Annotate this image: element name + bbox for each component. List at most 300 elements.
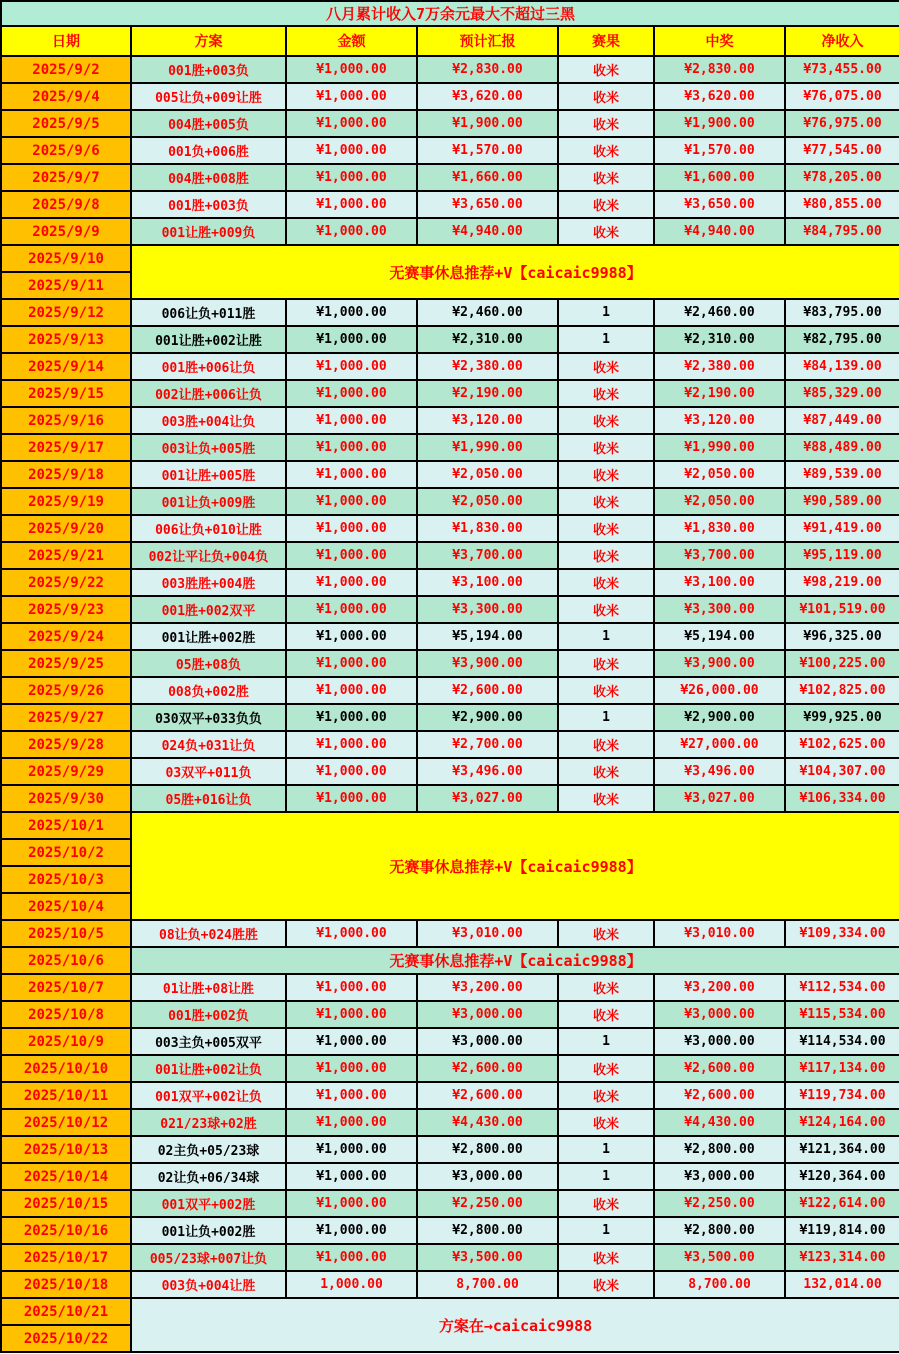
date-cell: 2025/10/13: [1, 1136, 131, 1163]
date-cell: 2025/9/23: [1, 596, 131, 623]
net-income-cell: ¥80,855.00: [785, 191, 899, 218]
table-row: [1, 488, 899, 515]
result-cell: 收米: [558, 758, 654, 785]
column-header: 日期: [1, 26, 131, 56]
amount-cell: ¥1,000.00: [286, 1109, 417, 1136]
table-body: [1, 1, 899, 1352]
plan-cell: 001负+006胜: [131, 137, 286, 164]
net-income-cell: ¥119,814.00: [785, 1217, 899, 1244]
amount-cell: ¥1,000.00: [286, 1217, 417, 1244]
table-row: [1, 650, 899, 677]
date-cell: 2025/10/7: [1, 974, 131, 1001]
result-cell: 1: [558, 299, 654, 326]
table-row: [1, 110, 899, 137]
table-row: [1, 56, 899, 83]
plan-cell: 005/23球+007让负: [131, 1244, 286, 1271]
win-cell: ¥4,430.00: [654, 1109, 785, 1136]
amount-cell: ¥1,000.00: [286, 137, 417, 164]
net-income-cell: ¥95,119.00: [785, 542, 899, 569]
table-row: [1, 407, 899, 434]
plan-cell: 01让胜+08让胜: [131, 974, 286, 1001]
amount-cell: ¥1,000.00: [286, 1163, 417, 1190]
result-cell: 收米: [558, 191, 654, 218]
win-cell: ¥2,050.00: [654, 488, 785, 515]
win-cell: ¥3,300.00: [654, 596, 785, 623]
expected-return-cell: ¥4,430.00: [417, 1109, 558, 1136]
amount-cell: ¥1,000.00: [286, 1055, 417, 1082]
result-cell: 收米: [558, 1001, 654, 1028]
message-cell: 无赛事休息推荐+V【caicaic9988】: [131, 947, 899, 974]
result-cell: 收米: [558, 1082, 654, 1109]
result-cell: 收米: [558, 569, 654, 596]
expected-return-cell: ¥3,200.00: [417, 974, 558, 1001]
win-cell: ¥3,000.00: [654, 1163, 785, 1190]
message-cell: 方案在→caicaic9988: [131, 1298, 899, 1352]
net-income-cell: ¥90,589.00: [785, 488, 899, 515]
table-row: [1, 1217, 899, 1244]
plan-cell: 003让负+005胜: [131, 434, 286, 461]
expected-return-cell: ¥1,570.00: [417, 137, 558, 164]
expected-return-cell: ¥2,800.00: [417, 1136, 558, 1163]
amount-cell: ¥1,000.00: [286, 1190, 417, 1217]
expected-return-cell: ¥3,700.00: [417, 542, 558, 569]
win-cell: 8,700.00: [654, 1271, 785, 1298]
table-row: [1, 1244, 899, 1271]
result-cell: 1: [558, 1217, 654, 1244]
plan-cell: 004胜+005负: [131, 110, 286, 137]
win-cell: ¥3,700.00: [654, 542, 785, 569]
result-cell: 1: [558, 1028, 654, 1055]
plan-cell: 002让胜+006让负: [131, 380, 286, 407]
table-row: [1, 83, 899, 110]
win-cell: ¥2,800.00: [654, 1217, 785, 1244]
expected-return-cell: ¥3,000.00: [417, 1028, 558, 1055]
amount-cell: ¥1,000.00: [286, 1028, 417, 1055]
plan-cell: 004胜+008胜: [131, 164, 286, 191]
expected-return-cell: ¥3,000.00: [417, 1163, 558, 1190]
plan-cell: 005让负+009让胜: [131, 83, 286, 110]
win-cell: ¥4,940.00: [654, 218, 785, 245]
plan-cell: 05胜+016让负: [131, 785, 286, 812]
net-income-cell: ¥99,925.00: [785, 704, 899, 731]
date-cell: 2025/10/1: [1, 812, 131, 839]
net-income-cell: ¥119,734.00: [785, 1082, 899, 1109]
amount-cell: ¥1,000.00: [286, 164, 417, 191]
expected-return-cell: ¥2,600.00: [417, 677, 558, 704]
table-row: [1, 191, 899, 218]
net-income-cell: ¥122,614.00: [785, 1190, 899, 1217]
table-row: [1, 1082, 899, 1109]
column-header: 预计汇报: [417, 26, 558, 56]
plan-cell: 001让胜+009负: [131, 218, 286, 245]
result-cell: 收米: [558, 461, 654, 488]
expected-return-cell: ¥3,620.00: [417, 83, 558, 110]
plan-cell: 05胜+08负: [131, 650, 286, 677]
win-cell: ¥2,190.00: [654, 380, 785, 407]
plan-cell: 001双平+002胜: [131, 1190, 286, 1217]
net-income-cell: ¥102,825.00: [785, 677, 899, 704]
table-row: [1, 623, 899, 650]
net-income-cell: ¥124,164.00: [785, 1109, 899, 1136]
column-header: 中奖: [654, 26, 785, 56]
win-cell: ¥3,100.00: [654, 569, 785, 596]
plan-cell: 003负+004让胜: [131, 1271, 286, 1298]
amount-cell: ¥1,000.00: [286, 920, 417, 947]
table-row: [1, 1163, 899, 1190]
date-cell: 2025/10/18: [1, 1271, 131, 1298]
net-income-cell: ¥98,219.00: [785, 569, 899, 596]
plan-cell: 001胜+006让负: [131, 353, 286, 380]
result-cell: 收米: [558, 1190, 654, 1217]
date-cell: 2025/10/14: [1, 1163, 131, 1190]
amount-cell: ¥1,000.00: [286, 56, 417, 83]
result-cell: 1: [558, 1163, 654, 1190]
win-cell: ¥2,250.00: [654, 1190, 785, 1217]
expected-return-cell: ¥2,830.00: [417, 56, 558, 83]
amount-cell: ¥1,000.00: [286, 677, 417, 704]
date-cell: 2025/9/16: [1, 407, 131, 434]
net-income-cell: ¥102,625.00: [785, 731, 899, 758]
plan-cell: 003主负+005双平: [131, 1028, 286, 1055]
date-cell: 2025/9/2: [1, 56, 131, 83]
table-row: [1, 1, 899, 26]
date-cell: 2025/9/15: [1, 380, 131, 407]
result-cell: 收米: [558, 677, 654, 704]
result-cell: 收米: [558, 785, 654, 812]
net-income-cell: ¥89,539.00: [785, 461, 899, 488]
amount-cell: ¥1,000.00: [286, 596, 417, 623]
date-cell: 2025/9/4: [1, 83, 131, 110]
table-row: [1, 137, 899, 164]
amount-cell: ¥1,000.00: [286, 623, 417, 650]
date-cell: 2025/10/8: [1, 1001, 131, 1028]
date-cell: 2025/10/5: [1, 920, 131, 947]
result-cell: 1: [558, 326, 654, 353]
date-cell: 2025/10/9: [1, 1028, 131, 1055]
date-cell: 2025/10/22: [1, 1325, 131, 1352]
amount-cell: ¥1,000.00: [286, 326, 417, 353]
result-cell: 收米: [558, 515, 654, 542]
expected-return-cell: ¥2,800.00: [417, 1217, 558, 1244]
net-income-cell: ¥101,519.00: [785, 596, 899, 623]
win-cell: ¥1,830.00: [654, 515, 785, 542]
expected-return-cell: ¥3,100.00: [417, 569, 558, 596]
result-cell: 收米: [558, 650, 654, 677]
result-cell: 1: [558, 1136, 654, 1163]
amount-cell: ¥1,000.00: [286, 1244, 417, 1271]
win-cell: ¥3,000.00: [654, 1028, 785, 1055]
net-income-cell: ¥100,225.00: [785, 650, 899, 677]
table-row: [1, 596, 899, 623]
message-cell: 无赛事休息推荐+V【caicaic9988】: [131, 812, 899, 920]
expected-return-cell: ¥1,990.00: [417, 434, 558, 461]
column-header: 净收入: [785, 26, 899, 56]
plan-cell: 006让负+010让胜: [131, 515, 286, 542]
date-cell: 2025/10/11: [1, 1082, 131, 1109]
table-row: [1, 974, 899, 1001]
win-cell: ¥2,600.00: [654, 1082, 785, 1109]
win-cell: ¥1,990.00: [654, 434, 785, 461]
plan-cell: 001胜+002双平: [131, 596, 286, 623]
date-cell: 2025/9/10: [1, 245, 131, 272]
amount-cell: 1,000.00: [286, 1271, 417, 1298]
net-income-cell: ¥73,455.00: [785, 56, 899, 83]
net-income-cell: ¥121,364.00: [785, 1136, 899, 1163]
expected-return-cell: ¥5,194.00: [417, 623, 558, 650]
amount-cell: ¥1,000.00: [286, 407, 417, 434]
date-cell: 2025/9/27: [1, 704, 131, 731]
table-row: [1, 434, 899, 461]
expected-return-cell: ¥3,500.00: [417, 1244, 558, 1271]
plan-cell: 03双平+011负: [131, 758, 286, 785]
table-title: 八月累计收入7万余元最大不超过三黑: [1, 1, 899, 26]
column-header: 金额: [286, 26, 417, 56]
table-row: [1, 785, 899, 812]
amount-cell: ¥1,000.00: [286, 1082, 417, 1109]
date-cell: 2025/9/30: [1, 785, 131, 812]
plan-cell: 001让负+002胜: [131, 1217, 286, 1244]
result-cell: 1: [558, 623, 654, 650]
plan-cell: 002让平让负+004负: [131, 542, 286, 569]
date-cell: 2025/9/21: [1, 542, 131, 569]
amount-cell: ¥1,000.00: [286, 731, 417, 758]
win-cell: ¥3,496.00: [654, 758, 785, 785]
amount-cell: ¥1,000.00: [286, 488, 417, 515]
plan-cell: 001双平+002让负: [131, 1082, 286, 1109]
date-cell: 2025/9/18: [1, 461, 131, 488]
expected-return-cell: ¥2,050.00: [417, 461, 558, 488]
date-cell: 2025/9/9: [1, 218, 131, 245]
amount-cell: ¥1,000.00: [286, 704, 417, 731]
plan-cell: 003胜+004让负: [131, 407, 286, 434]
result-cell: 收米: [558, 1109, 654, 1136]
amount-cell: ¥1,000.00: [286, 110, 417, 137]
plan-cell: 030双平+033负负: [131, 704, 286, 731]
plan-cell: 021/23球+02胜: [131, 1109, 286, 1136]
table-row: [1, 731, 899, 758]
plan-cell: 001胜+003负: [131, 191, 286, 218]
net-income-cell: ¥112,534.00: [785, 974, 899, 1001]
expected-return-cell: ¥2,310.00: [417, 326, 558, 353]
win-cell: ¥3,120.00: [654, 407, 785, 434]
result-cell: 收米: [558, 596, 654, 623]
table-row: [1, 299, 899, 326]
date-cell: 2025/9/19: [1, 488, 131, 515]
plan-cell: 001胜+002负: [131, 1001, 286, 1028]
table-row: [1, 1028, 899, 1055]
expected-return-cell: ¥3,900.00: [417, 650, 558, 677]
result-cell: 收米: [558, 110, 654, 137]
table-row: [1, 704, 899, 731]
win-cell: ¥2,600.00: [654, 1055, 785, 1082]
win-cell: ¥2,050.00: [654, 461, 785, 488]
net-income-cell: ¥88,489.00: [785, 434, 899, 461]
result-cell: 收米: [558, 920, 654, 947]
table-row: [1, 542, 899, 569]
win-cell: ¥2,900.00: [654, 704, 785, 731]
date-cell: 2025/9/14: [1, 353, 131, 380]
date-cell: 2025/10/10: [1, 1055, 131, 1082]
table-row: [1, 1271, 899, 1298]
amount-cell: ¥1,000.00: [286, 83, 417, 110]
table-row: [1, 26, 899, 56]
plan-cell: 001让胜+002让胜: [131, 326, 286, 353]
plan-cell: 008负+002胜: [131, 677, 286, 704]
expected-return-cell: ¥2,900.00: [417, 704, 558, 731]
plan-cell: 024负+031让负: [131, 731, 286, 758]
amount-cell: ¥1,000.00: [286, 569, 417, 596]
message-cell: 无赛事休息推荐+V【caicaic9988】: [131, 245, 899, 299]
net-income-cell: ¥83,795.00: [785, 299, 899, 326]
table-row: [1, 1136, 899, 1163]
win-cell: ¥2,380.00: [654, 353, 785, 380]
expected-return-cell: 8,700.00: [417, 1271, 558, 1298]
table-row: [1, 1055, 899, 1082]
result-cell: 收米: [558, 731, 654, 758]
win-cell: ¥2,800.00: [654, 1136, 785, 1163]
expected-return-cell: ¥1,830.00: [417, 515, 558, 542]
net-income-cell: 132,014.00: [785, 1271, 899, 1298]
table-row: [1, 461, 899, 488]
expected-return-cell: ¥2,460.00: [417, 299, 558, 326]
result-cell: 收米: [558, 353, 654, 380]
net-income-cell: ¥76,075.00: [785, 83, 899, 110]
date-cell: 2025/10/12: [1, 1109, 131, 1136]
net-income-cell: ¥114,534.00: [785, 1028, 899, 1055]
date-cell: 2025/9/28: [1, 731, 131, 758]
result-cell: 收米: [558, 164, 654, 191]
net-income-cell: ¥82,795.00: [785, 326, 899, 353]
table-row: [1, 1190, 899, 1217]
date-cell: 2025/9/20: [1, 515, 131, 542]
expected-return-cell: ¥2,700.00: [417, 731, 558, 758]
win-cell: ¥3,650.00: [654, 191, 785, 218]
net-income-cell: ¥123,314.00: [785, 1244, 899, 1271]
date-cell: 2025/10/16: [1, 1217, 131, 1244]
result-cell: 收米: [558, 434, 654, 461]
date-cell: 2025/9/17: [1, 434, 131, 461]
table-row: [1, 1109, 899, 1136]
net-income-cell: ¥85,329.00: [785, 380, 899, 407]
net-income-cell: ¥77,545.00: [785, 137, 899, 164]
win-cell: ¥3,200.00: [654, 974, 785, 1001]
date-cell: 2025/10/15: [1, 1190, 131, 1217]
amount-cell: ¥1,000.00: [286, 380, 417, 407]
result-cell: 收米: [558, 1244, 654, 1271]
amount-cell: ¥1,000.00: [286, 758, 417, 785]
win-cell: ¥3,000.00: [654, 1001, 785, 1028]
table-row: [1, 326, 899, 353]
expected-return-cell: ¥2,600.00: [417, 1055, 558, 1082]
net-income-cell: ¥87,449.00: [785, 407, 899, 434]
expected-return-cell: ¥2,250.00: [417, 1190, 558, 1217]
result-cell: 收米: [558, 83, 654, 110]
amount-cell: ¥1,000.00: [286, 1136, 417, 1163]
result-cell: 收米: [558, 488, 654, 515]
expected-return-cell: ¥3,300.00: [417, 596, 558, 623]
plan-cell: 001让负+009胜: [131, 488, 286, 515]
amount-cell: ¥1,000.00: [286, 785, 417, 812]
column-header: 赛果: [558, 26, 654, 56]
net-income-cell: ¥78,205.00: [785, 164, 899, 191]
expected-return-cell: ¥2,380.00: [417, 353, 558, 380]
amount-cell: ¥1,000.00: [286, 515, 417, 542]
expected-return-cell: ¥1,660.00: [417, 164, 558, 191]
win-cell: ¥2,460.00: [654, 299, 785, 326]
net-income-cell: ¥91,419.00: [785, 515, 899, 542]
win-cell: ¥3,500.00: [654, 1244, 785, 1271]
table-row: [1, 1298, 899, 1325]
win-cell: ¥2,310.00: [654, 326, 785, 353]
plan-cell: 001胜+003负: [131, 56, 286, 83]
date-cell: 2025/10/17: [1, 1244, 131, 1271]
date-cell: 2025/9/25: [1, 650, 131, 677]
result-cell: 收米: [558, 218, 654, 245]
table-row: [1, 812, 899, 839]
table-row: [1, 245, 899, 272]
plan-cell: 003胜胜+004胜: [131, 569, 286, 596]
net-income-cell: ¥84,139.00: [785, 353, 899, 380]
date-cell: 2025/9/6: [1, 137, 131, 164]
expected-return-cell: ¥3,000.00: [417, 1001, 558, 1028]
expected-return-cell: ¥3,010.00: [417, 920, 558, 947]
table-row: [1, 380, 899, 407]
date-cell: 2025/9/5: [1, 110, 131, 137]
net-income-cell: ¥76,975.00: [785, 110, 899, 137]
net-income-cell: ¥84,795.00: [785, 218, 899, 245]
result-cell: 收米: [558, 542, 654, 569]
amount-cell: ¥1,000.00: [286, 461, 417, 488]
win-cell: ¥26,000.00: [654, 677, 785, 704]
date-cell: 2025/9/22: [1, 569, 131, 596]
expected-return-cell: ¥2,600.00: [417, 1082, 558, 1109]
expected-return-cell: ¥1,900.00: [417, 110, 558, 137]
date-cell: 2025/9/24: [1, 623, 131, 650]
amount-cell: ¥1,000.00: [286, 353, 417, 380]
result-cell: 1: [558, 704, 654, 731]
net-income-cell: ¥96,325.00: [785, 623, 899, 650]
result-cell: 收米: [558, 56, 654, 83]
amount-cell: ¥1,000.00: [286, 1001, 417, 1028]
expected-return-cell: ¥3,120.00: [417, 407, 558, 434]
date-cell: 2025/10/2: [1, 839, 131, 866]
plan-cell: 08让负+024胜胜: [131, 920, 286, 947]
result-cell: 收米: [558, 974, 654, 1001]
date-cell: 2025/9/12: [1, 299, 131, 326]
table-row: [1, 164, 899, 191]
win-cell: ¥1,900.00: [654, 110, 785, 137]
amount-cell: ¥1,000.00: [286, 191, 417, 218]
win-cell: ¥3,620.00: [654, 83, 785, 110]
table-row: [1, 758, 899, 785]
result-cell: 收米: [558, 380, 654, 407]
date-cell: 2025/9/29: [1, 758, 131, 785]
win-cell: ¥3,900.00: [654, 650, 785, 677]
amount-cell: ¥1,000.00: [286, 542, 417, 569]
date-cell: 2025/9/11: [1, 272, 131, 299]
result-cell: 收米: [558, 1055, 654, 1082]
expected-return-cell: ¥3,650.00: [417, 191, 558, 218]
result-cell: 收米: [558, 1271, 654, 1298]
win-cell: ¥3,010.00: [654, 920, 785, 947]
net-income-cell: ¥117,134.00: [785, 1055, 899, 1082]
date-cell: 2025/9/7: [1, 164, 131, 191]
date-cell: 2025/9/13: [1, 326, 131, 353]
table-row: [1, 218, 899, 245]
amount-cell: ¥1,000.00: [286, 974, 417, 1001]
table-row: [1, 569, 899, 596]
net-income-cell: ¥106,334.00: [785, 785, 899, 812]
